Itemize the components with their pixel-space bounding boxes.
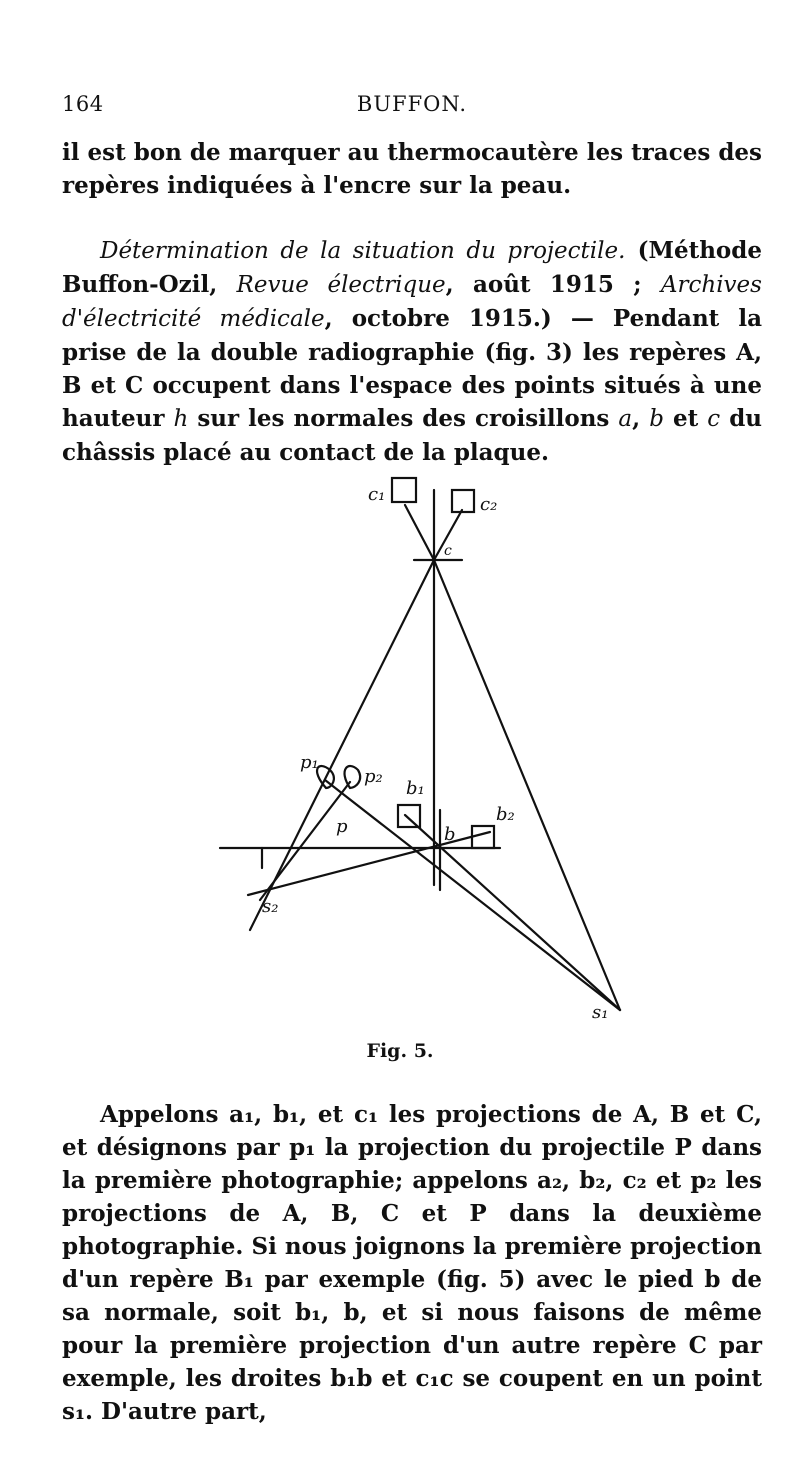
method-seg2: , août 1915 ;: [445, 271, 661, 298]
label-c2: c₂: [480, 494, 498, 515]
method-seg5: du châssis placé au contact de la plaque.: [62, 405, 762, 466]
label-b1: b₁: [406, 778, 425, 799]
label-c1: c₁: [368, 484, 386, 505]
figure-caption: Fig. 5.: [366, 1040, 434, 1062]
label-p: p: [336, 816, 348, 837]
method-seg3: , octobre 1915.) — Pendant la prise de la double radiographie (fig. 3) les repères A, B et C occupent dans l'espace des points situés à une hauteur: [62, 305, 762, 432]
running-head: BUFFON.: [356, 92, 468, 116]
paragraph-bottom: Appelons a₁, b₁, et c₁ les projections de A, B et C, et désignons par p₁ la projection du projectile P dans la première photographie; appelons a₂, b₂, c₂ et p₂ les projections de A, B, C et P dans la deuxième photographie. Si nous joignons la première projection d'un repère B₁ par exemple (fig. 5) avec le pied b de sa normale, soit b₁, b, et si nous faisons de même pour la première projection d'un autre repère C par exemple, les droites b₁b et c₁c se coupent en un point s₁. D'autre part,: [62, 1101, 762, 1425]
page-header: [62, 92, 762, 122]
method-c: c: [707, 406, 721, 432]
method-h: h: [173, 406, 189, 432]
label-b2: b₂: [496, 804, 515, 825]
box-b2: [472, 826, 494, 848]
label-s2: s₂: [262, 896, 279, 917]
method-seg4: sur les normales des croisillons: [188, 405, 619, 432]
line-c-s1: [434, 560, 620, 1010]
method-sep1: ,: [632, 405, 650, 432]
line-b1-s1: [405, 815, 620, 1010]
page-number: 164: [62, 92, 104, 116]
label-b: b: [444, 824, 456, 845]
line-p1-s1: [325, 780, 620, 1010]
label-p2: p₂: [364, 766, 383, 787]
projectile-p2: [345, 766, 361, 788]
method-journal1: Revue électrique: [236, 272, 446, 298]
method-sep2: et: [663, 405, 708, 432]
paragraph-top: il est bon de marquer au thermocautère les traces des repères indiquées à l'encre sur la peau.: [62, 139, 762, 199]
figure-diagram: [200, 470, 640, 1040]
line-c1-c: [405, 505, 434, 560]
box-b1: [398, 805, 420, 827]
line-p2-s2: [260, 782, 350, 900]
label-c: c: [444, 543, 452, 559]
paragraph-method: [62, 234, 762, 469]
method-journal2: Archives d'électricité médicale: [62, 272, 762, 332]
method-b: b: [649, 406, 664, 432]
label-s1: s₁: [592, 1002, 609, 1023]
method-title: Détermination de la situation du projectile.: [100, 238, 626, 264]
box-c1: [392, 478, 416, 502]
method-a: a: [618, 406, 633, 432]
box-c2: [452, 490, 474, 512]
label-p1: p₁: [300, 752, 319, 773]
geometry-figure: [200, 470, 640, 1040]
line-c-s2: [250, 560, 434, 930]
method-seg1: (Méthode Buffon-Ozil,: [62, 237, 762, 298]
